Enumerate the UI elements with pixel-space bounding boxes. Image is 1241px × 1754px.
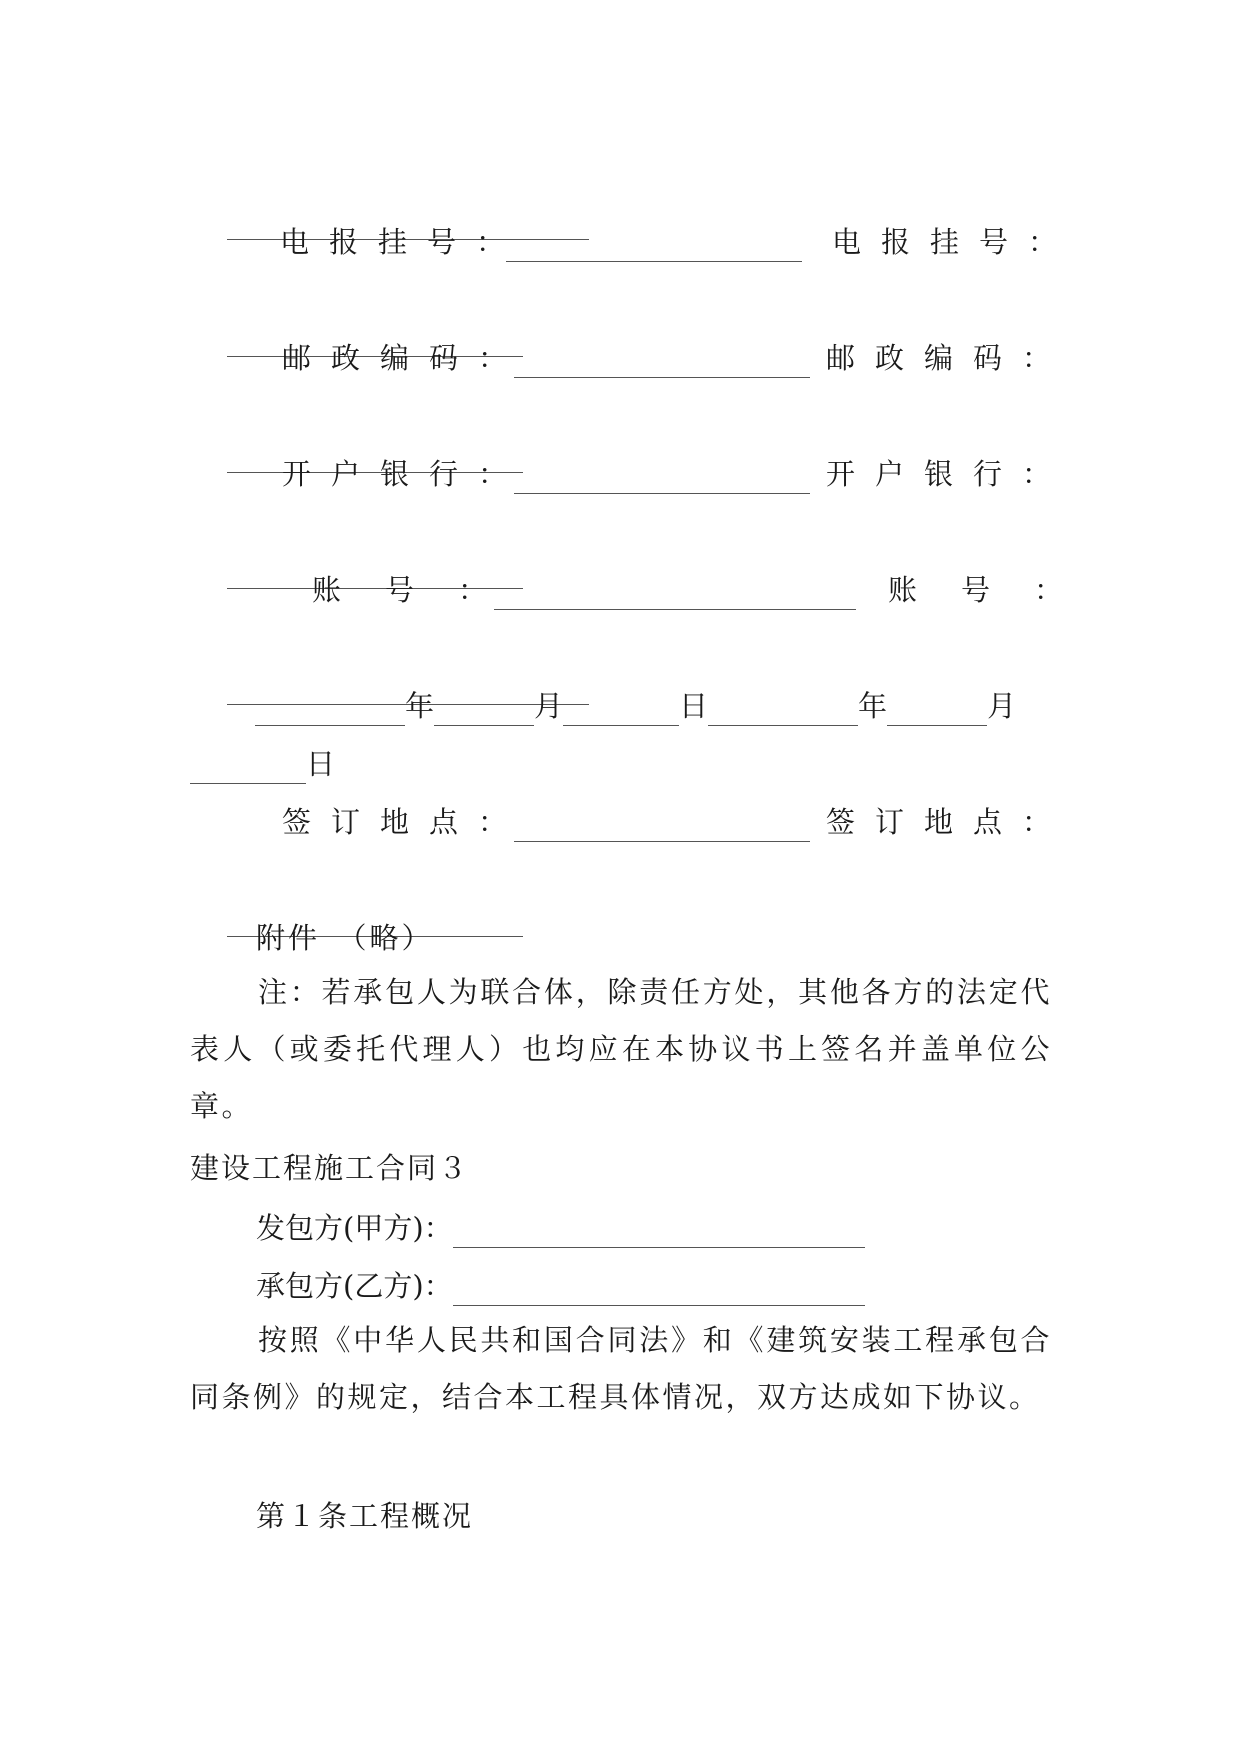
telegraph-label: 电报挂号： <box>280 225 526 259</box>
contract-title: 建设工程施工合同３ <box>190 1151 470 1185</box>
fill-in-blank <box>563 693 679 726</box>
bank-label: 开户银行： <box>282 457 528 491</box>
fill-in-blank <box>190 509 523 549</box>
telegraph-label-2: 电报挂号： <box>832 225 1078 259</box>
telegraph-row <box>0 222 1241 262</box>
account-row <box>0 570 1241 610</box>
party-a-row <box>256 1208 865 1248</box>
month-label-2: 月 <box>987 689 1017 723</box>
party-a-label: 发包方(甲方)： <box>256 1211 453 1245</box>
fill-in-blank <box>887 693 987 726</box>
month-label: 月 <box>534 689 564 723</box>
fill-in-blank <box>506 222 802 262</box>
fill-in-blank <box>708 693 858 726</box>
postcode-row <box>0 338 1241 378</box>
attachment-note: 附件 （略） <box>256 921 434 955</box>
date-row <box>255 686 1016 726</box>
account-label: 账号： <box>312 573 532 607</box>
fill-in-blank <box>255 693 405 726</box>
intro-paragraph: 按照《中华人民共和国合同法》和《建筑安装工程承包合同条例》的规定，结合本工程具体情况，双方达成如下协议。 <box>190 1323 1052 1414</box>
fill-in-blank <box>190 160 589 200</box>
fill-in-blank <box>190 277 523 317</box>
fill-in-blank <box>190 857 523 897</box>
sign-place-row <box>0 802 1241 842</box>
fill-in-blank <box>434 693 534 726</box>
year-label: 年 <box>405 689 435 723</box>
note-paragraph: 注：若承包人为联合体，除责任方处，其他各方的法定代表人（或委托代理人）也均应在本协议书上签名并盖单位公章。 <box>190 975 1052 1123</box>
fill-in-blank <box>514 338 810 378</box>
fill-in-blank <box>190 393 523 433</box>
article-1-heading: 第１条工程概况 <box>256 1499 474 1533</box>
fill-in-blank <box>190 751 306 784</box>
year-label-2: 年 <box>858 689 888 723</box>
fill-in-blank <box>514 802 810 842</box>
day-label-2: 日 <box>306 747 336 781</box>
account-label-2: 账号： <box>888 573 1108 607</box>
fill-in-blank <box>453 1215 865 1248</box>
party-b-row <box>256 1266 865 1306</box>
date-row-continued <box>190 744 335 784</box>
sign-place-label-2: 签订地点： <box>826 805 1072 839</box>
bank-row <box>0 454 1241 494</box>
fill-in-blank <box>190 625 589 665</box>
fill-in-blank <box>453 1273 865 1306</box>
postcode-label: 邮政编码： <box>282 341 528 375</box>
fill-in-blank <box>494 570 856 610</box>
fill-in-blank <box>514 454 810 494</box>
sign-place-label: 签订地点： <box>282 805 528 839</box>
party-b-label: 承包方(乙方)： <box>256 1269 453 1303</box>
bank-label-2: 开户银行： <box>826 457 1072 491</box>
postcode-label-2: 邮政编码： <box>826 341 1072 375</box>
day-label: 日 <box>679 689 709 723</box>
